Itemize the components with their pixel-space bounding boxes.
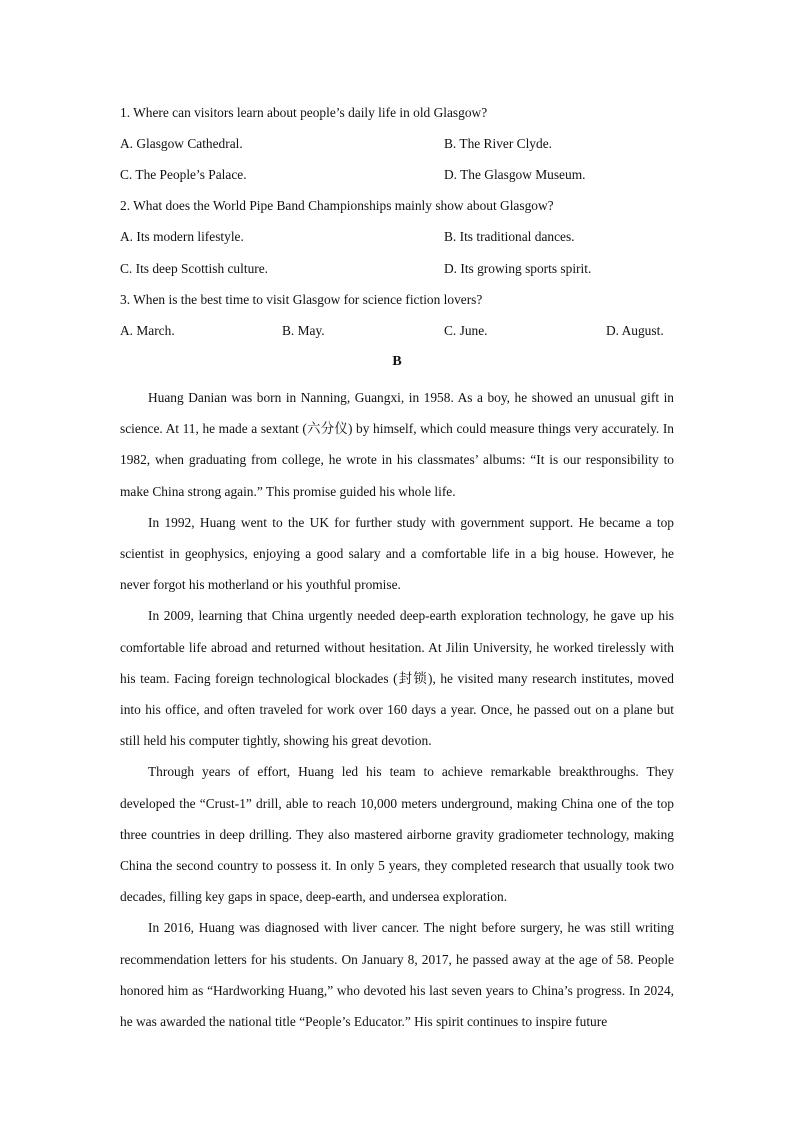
- passage-paragraph: Huang Danian was born in Nanning, Guangxi, in 1958. As a boy, he showed an unusual gift in science. At 11, he made a sextant (六分仪) by himself, which could measure things very accurately. In 1982, when graduating from college, he wrote in his classmates’ albums: “It is our responsibility to make China strong again.” This promise guided his whole life.: [120, 390, 674, 499]
- question-1-option-b: B. The River Clyde.: [444, 136, 552, 151]
- passage-paragraph: In 2016, Huang was diagnosed with liver cancer. The night before surgery, he was still writing recommendation letters for his students. On January 8, 2017, he passed away at the age of 58. People honored him as “Hardworking Huang,” who devoted his last seven years to China’s progress. In 2024, he was awarded the national title “People’s Educator.” His spirit continues to inspire future: [120, 920, 674, 1030]
- question-1-option-a: A. Glasgow Cathedral.: [120, 136, 243, 151]
- question-1-stem: 1. Where can visitors learn about people’s daily life in old Glasgow?: [120, 105, 488, 120]
- section-b-passage: [120, 382, 674, 1037]
- question-2-option-a: A. Its modern lifestyle.: [120, 229, 244, 244]
- question-3-option-b: B. May.: [282, 323, 325, 338]
- question-3-option-d: D. August.: [606, 323, 664, 338]
- passage-paragraph: In 1992, Huang went to the UK for further study with government support. He became a top scientist in geophysics, enjoying a good salary and a comfortable life in a big house. However, he never forgot his motherland or his youthful promise.: [120, 514, 674, 593]
- question-3-option-a: A. March.: [120, 323, 175, 338]
- question-2-stem: 2. What does the World Pipe Band Championships mainly show about Glasgow?: [120, 198, 554, 213]
- question-2-option-b: B. Its traditional dances.: [444, 229, 575, 244]
- question-1-option-d: D. The Glasgow Museum.: [444, 167, 586, 182]
- passage-paragraph: In 2009, learning that China urgently needed deep-earth exploration technology, he gave up his comfortable life abroad and returned without hesitation. At Jilin University, he worked tirelessly with his team. Facing foreign technological blockades (封锁), he visited many research institutes, moved into his office, and often traveled for work over 160 days a year. Once, he passed out on a plane but still held his computer tightly, showing his great devotion.: [120, 608, 674, 749]
- question-2-option-d: D. Its growing sports spirit.: [444, 261, 592, 276]
- question-2-option-c: C. Its deep Scottish culture.: [120, 261, 269, 276]
- question-1-option-c: C. The People’s Palace.: [120, 167, 247, 182]
- question-3-option-c: C. June.: [444, 323, 488, 338]
- question-3-stem: 3. When is the best time to visit Glasgow for science fiction lovers?: [120, 292, 483, 307]
- section-b-heading: B: [392, 354, 402, 369]
- passage-paragraph: Through years of effort, Huang led his team to achieve remarkable breakthroughs. They developed the “Crust-1” drill, able to reach 10,000 meters underground, making China one of the top three countries in deep drilling. They also mastered airborne gravity gradiometer technology, making China the second country to possess it. In only 5 years, they completed research that usually took two decades, filling key gaps in space, deep-earth, and undersea exploration.: [120, 764, 674, 905]
